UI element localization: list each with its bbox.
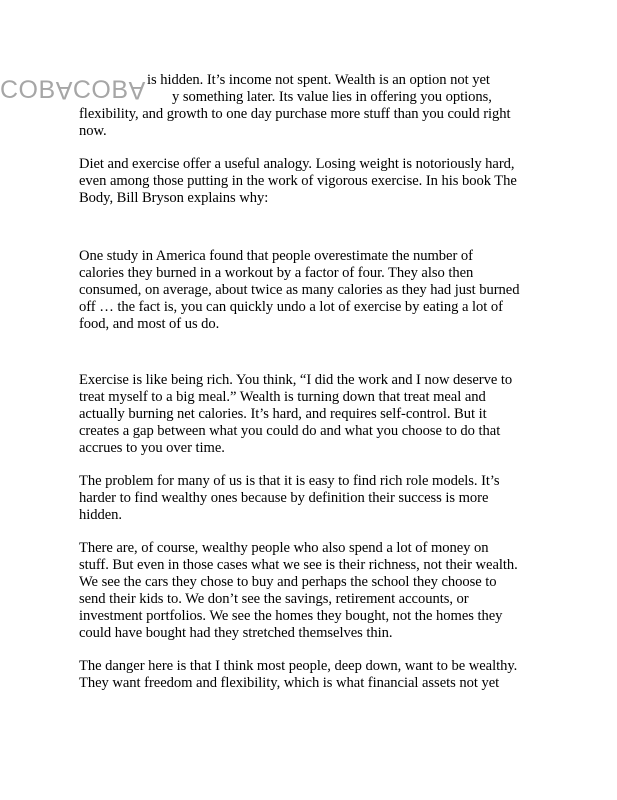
text-line: investment portfolios. We see the homes they bought, not the homes they (79, 608, 503, 624)
paragraph-wealth-hidden (79, 72, 541, 140)
watermark-flipped-a-2: A (128, 76, 146, 104)
text-line: Diet and exercise offer a useful analogy. Losing weight is notoriously hard, (79, 156, 515, 172)
watermark-logo (0, 76, 146, 104)
text-line: treat myself to a big meal.” Wealth is turning down that treat meal and (79, 389, 486, 405)
text-line: There are, of course, wealthy people who also spend a lot of money on (79, 540, 489, 556)
text-line: The danger here is that I think most people, deep down, want to be wealthy. (79, 658, 518, 674)
text-line: harder to find wealthy ones because by definition their success is more (79, 490, 489, 506)
paragraph-danger (79, 658, 541, 692)
text-line: The problem for many of us is that it is easy to find rich role models. It’s (79, 473, 500, 489)
text-line: actually burning net calories. It’s hard, and requires self-control. But it (79, 406, 487, 422)
text-line: Body, Bill Bryson explains why: (79, 190, 269, 206)
text-line: y something later. Its value lies in offering you options, (172, 89, 492, 105)
watermark-text-1: COB (0, 76, 56, 104)
paragraph-role-models (79, 473, 541, 524)
text-line: We see the cars they chose to buy and perhaps the school they choose to (79, 574, 497, 590)
text-line: now. (79, 123, 107, 139)
text-line: food, and most of us do. (79, 316, 220, 332)
text-line: consumed, on average, about twice as many calories as they had just burned (79, 282, 520, 298)
text-line: could have bought had they stretched themselves thin. (79, 625, 393, 641)
text-line: is hidden. It’s income not spent. Wealth is an option not yet (147, 72, 490, 88)
text-line: off … the fact is, you can quickly undo a lot of exercise by eating a lot of (79, 299, 503, 315)
text-line: flexibility, and growth to one day purchase more stuff than you could right (79, 106, 511, 122)
paragraph-exercise-rich (79, 372, 541, 457)
text-line: stuff. But even in those cases what we see is their richness, not their wealth. (79, 557, 518, 573)
text-line: Exercise is like being rich. You think, “I did the work and I now deserve to (79, 372, 513, 388)
text-line: One study in America found that people overestimate the number of (79, 248, 473, 264)
text-line: send their kids to. We don’t see the savings, retirement accounts, or (79, 591, 469, 607)
paragraph-diet-analogy (79, 156, 541, 207)
text-line: hidden. (79, 507, 123, 523)
text-line: They want freedom and flexibility, which is what financial assets not yet (79, 675, 500, 691)
text-line: calories they burned in a workout by a factor of four. They also then (79, 265, 474, 281)
paragraph-wealthy-spend (79, 540, 541, 642)
text-line: creates a gap between what you could do and what you choose to do that (79, 423, 501, 439)
text-line: accrues to you over time. (79, 440, 225, 456)
blockquote-bryson (79, 248, 541, 333)
watermark-flipped-a-1: A (55, 76, 73, 104)
text-line: even among those putting in the work of vigorous exercise. In his book The (79, 173, 517, 189)
document-page (79, 72, 541, 692)
watermark-text-2: COB (72, 76, 129, 104)
